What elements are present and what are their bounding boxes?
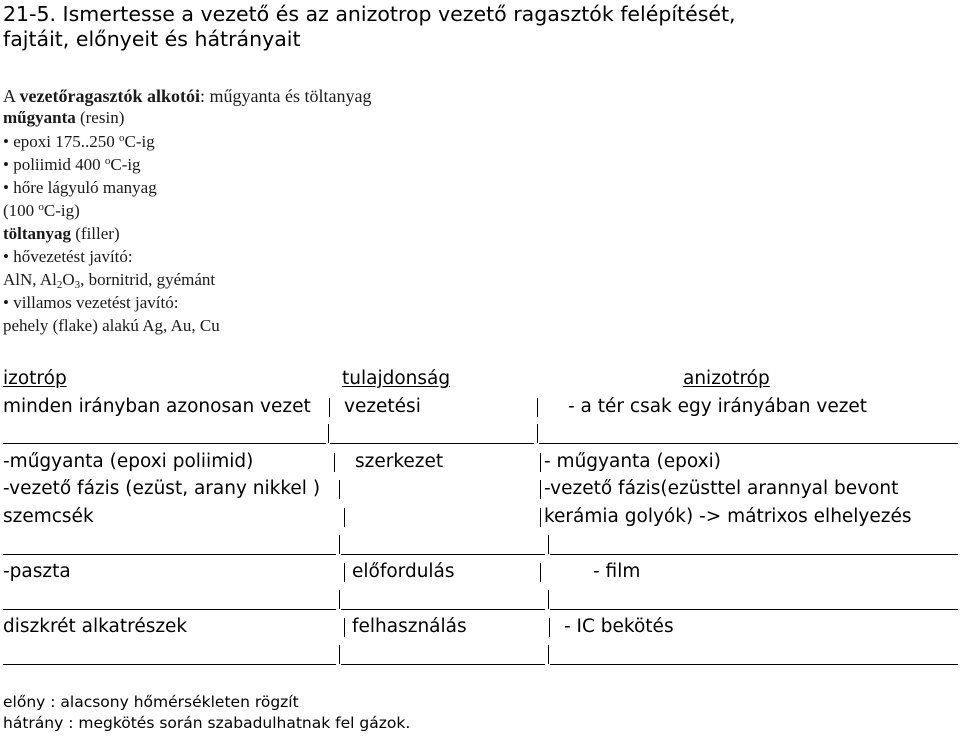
rule-line (550, 554, 958, 555)
col-bar (548, 590, 549, 609)
col-bar (540, 563, 541, 582)
r2-mid: szerkezet (355, 451, 444, 472)
intro-post: : műgyanta és töltanyag (199, 86, 372, 106)
col-bar (549, 618, 550, 637)
page-title-line2: fajtáit, előnyeit és hátrányait (3, 27, 301, 51)
page-title-line1: 21-5. Ismertesse a vezető és az anizotrop vezető ragasztók felépítését, (3, 2, 736, 26)
mat-mid: O (62, 270, 75, 289)
col-bar (548, 645, 549, 664)
header-tulajdonsag: tulajdonság (342, 368, 451, 389)
rule-line (3, 443, 326, 444)
epoxi-post: C-ig (124, 132, 155, 151)
intro-bold: vezetőragasztók alkotói (19, 86, 200, 106)
filler-materials (3, 269, 215, 293)
filler-pehely: pehely (flake) alakú Ag, Au, Cu (3, 316, 220, 335)
r5-right: - film (593, 561, 641, 582)
rule-line (539, 443, 958, 444)
filler-heading (3, 223, 120, 245)
poliimid-sup: o (104, 155, 111, 167)
col-bar (344, 563, 345, 582)
rule-line (341, 609, 545, 610)
col-bar (548, 535, 549, 554)
rule-line (550, 609, 958, 610)
r1-left: minden irányban azonosan vezet (3, 396, 311, 417)
rule-line (341, 664, 545, 665)
intro-pre: A (3, 86, 20, 106)
mat-pre: AlN, Al (3, 270, 57, 289)
resin-heading (3, 107, 124, 129)
intro-line (3, 85, 371, 107)
header-izotrop: izotróp (3, 368, 67, 389)
poliimid-post: C-ig (110, 155, 141, 174)
col-bar (339, 480, 340, 499)
r1-mid: vezetési (344, 396, 421, 417)
col-bar (334, 453, 335, 472)
col-bar (328, 424, 329, 443)
r1-right: - a tér csak egy irányában vezet (568, 396, 868, 417)
mat-sub1: 2 (56, 279, 63, 291)
col-bar (540, 453, 541, 472)
col-bar (344, 618, 345, 637)
resin-poliimid (3, 154, 141, 178)
col-bar (329, 398, 330, 417)
col-bar (540, 508, 541, 527)
hore2-sup: o (38, 201, 44, 213)
r5-left: -paszta (3, 561, 71, 582)
hore2-pre: (100 (3, 201, 39, 220)
footer-elony: előny : alacsony hőmérsékleten rögzít (3, 693, 299, 711)
resin-rest: (resin) (75, 108, 125, 127)
resin-bold: műgyanta (3, 108, 76, 127)
rule-line (3, 664, 336, 665)
rule-line (330, 443, 534, 444)
r6-left: diszkrét alkatrészek (3, 616, 188, 637)
r4-right: kerámia golyók) -> mátrixos elhelyezés (544, 506, 912, 527)
poliimid-pre: • poliimid 400 (3, 155, 105, 174)
hore2-post: C-ig) (43, 201, 80, 220)
r4-left: szemcsék (3, 506, 94, 527)
r2-left: -műgyanta (epoxi poliimid) (3, 451, 254, 472)
rule-line (341, 554, 545, 555)
col-bar (537, 424, 538, 443)
r5-mid: előfordulás (352, 561, 455, 582)
rule-line (3, 609, 336, 610)
header-anizotrop: anizotróp (683, 368, 770, 389)
r3-left: -vezető fázis (ezüst, arany nikkel ) (3, 478, 321, 499)
filler-rest: (filler) (71, 224, 120, 243)
col-bar (540, 480, 541, 499)
footer-hatrany: hátrány : megkötés során szabadulhatnak fel gázok. (3, 714, 411, 732)
epoxi-pre: • epoxi 175..250 (3, 132, 119, 151)
r3-right: -vezető fázis(ezüsttel arannyal bevont (544, 478, 899, 499)
rule-line (3, 554, 336, 555)
col-bar (537, 398, 538, 417)
resin-hore2 (3, 200, 80, 224)
epoxi-sup: o (118, 132, 125, 144)
r6-right: - IC bekötés (564, 616, 674, 637)
col-bar (339, 535, 340, 554)
mat-sub2: 3 (74, 279, 81, 291)
filler-villamos: • villamos vezetést javító: (3, 293, 179, 312)
filler-bold: töltanyag (3, 224, 71, 243)
filler-hovez: • hővezetést javító: (3, 247, 133, 266)
r6-mid: felhasználás (352, 616, 467, 637)
col-bar (339, 590, 340, 609)
resin-hore: • hőre lágyuló manyag (3, 178, 157, 197)
mat-post: , bornitrid, gyémánt (80, 270, 216, 289)
rule-line (550, 664, 958, 665)
r2-right: - műgyanta (epoxi) (544, 451, 721, 472)
col-bar (344, 508, 345, 527)
col-bar (339, 645, 340, 664)
resin-epoxi (3, 131, 155, 155)
